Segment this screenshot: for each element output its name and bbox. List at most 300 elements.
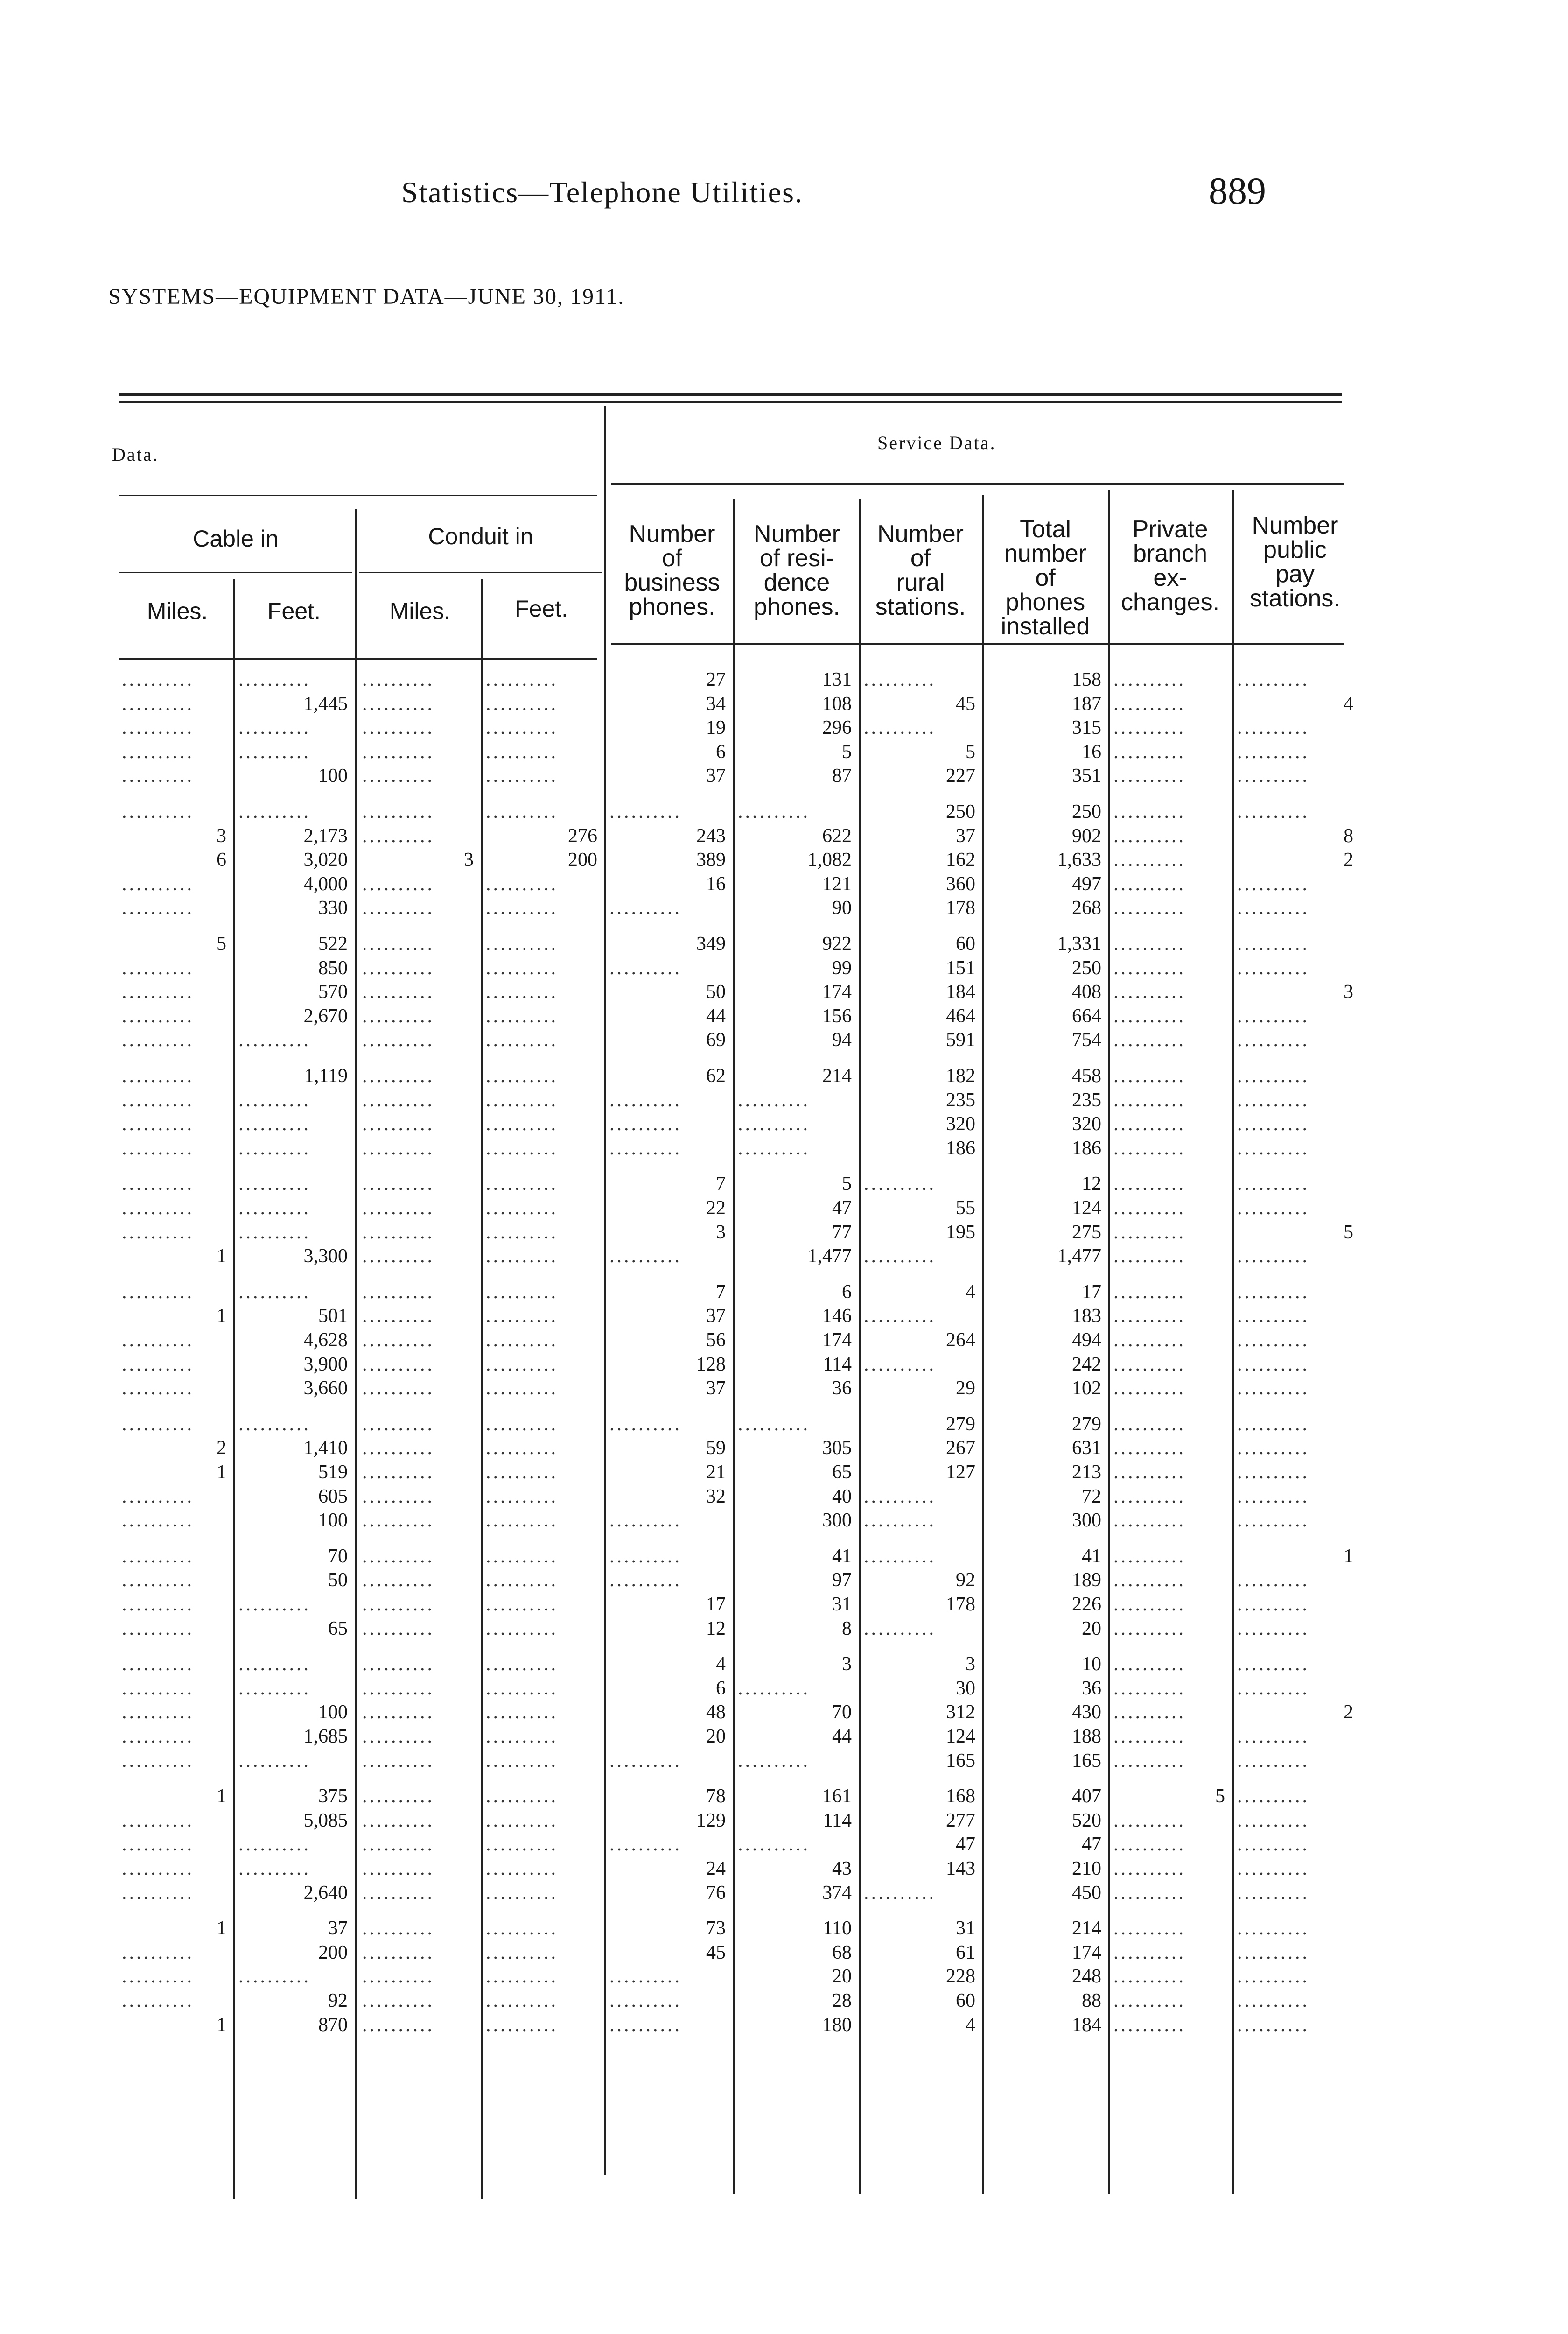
- leader-dots: ..........: [1237, 1329, 1309, 1351]
- table-row: [0, 1112, 1568, 1136]
- leader-dots: ..........: [362, 873, 434, 895]
- cell-rural-stations: 3: [966, 1653, 975, 1675]
- cell-total-phones: 248: [1072, 1966, 1101, 1987]
- header-total-phones: Total number of phones installed: [1001, 516, 1090, 640]
- leader-dots: ..........: [609, 2014, 682, 2036]
- leader-dots: ..........: [1113, 741, 1186, 763]
- cell-residence-phones: 8: [842, 1618, 852, 1639]
- leader-dots: ..........: [1113, 669, 1186, 690]
- cell-total-phones: 10: [1082, 1653, 1101, 1675]
- cell-rural-stations: 31: [956, 1918, 975, 1939]
- cell-rural-stations: 178: [946, 1594, 975, 1615]
- cell-residence-phones: 70: [832, 1701, 852, 1723]
- leader-dots: ..........: [238, 1281, 311, 1303]
- cell-residence-phones: 1,082: [807, 849, 852, 871]
- cell-business-phones: 389: [696, 849, 726, 871]
- leader-dots: ..........: [486, 1222, 558, 1243]
- cell-total-phones: 1,633: [1057, 849, 1101, 871]
- cell-residence-phones: 6: [842, 1281, 852, 1303]
- cell-public-pay: 1: [1344, 1546, 1353, 1567]
- leader-dots: ..........: [486, 1005, 558, 1027]
- leader-dots: ..........: [486, 1810, 558, 1831]
- cell-business-phones: 20: [706, 1726, 726, 1747]
- leader-dots: ..........: [122, 873, 194, 895]
- cell-total-phones: 407: [1072, 1786, 1101, 1807]
- leader-dots: ..........: [486, 1918, 558, 1939]
- cell-rural-stations: 124: [946, 1726, 975, 1747]
- cell-residence-phones: 28: [832, 1990, 852, 2011]
- leader-dots: ..........: [238, 1678, 311, 1699]
- cell-residence-phones: 146: [822, 1305, 852, 1327]
- leader-dots: ..........: [362, 933, 434, 955]
- leader-dots: ..........: [1113, 1005, 1186, 1027]
- leader-dots: ..........: [122, 1222, 194, 1243]
- leader-dots: ..........: [486, 873, 558, 895]
- leader-dots: ..........: [864, 1305, 936, 1327]
- header-conduit-miles: Miles.: [389, 598, 451, 624]
- cell-total-phones: 902: [1072, 825, 1101, 847]
- leader-dots: ..........: [362, 1678, 434, 1699]
- cell-public-pay: 2: [1344, 1701, 1353, 1723]
- cell-cable-miles: 1: [217, 1786, 226, 1807]
- cell-total-phones: 17: [1082, 1281, 1101, 1303]
- leader-dots: ..........: [1113, 897, 1186, 919]
- leader-dots: ..........: [1237, 1462, 1309, 1483]
- table-row: [0, 1749, 1568, 1773]
- cell-business-phones: 16: [706, 873, 726, 895]
- cell-business-phones: 12: [706, 1618, 726, 1639]
- table-row: [0, 1856, 1568, 1881]
- leader-dots: ..........: [122, 1834, 194, 1855]
- leader-dots: ..........: [486, 1858, 558, 1879]
- cell-business-phones: 128: [696, 1354, 726, 1375]
- leader-dots: ..........: [122, 765, 194, 787]
- leader-dots: ..........: [122, 1942, 194, 1963]
- leader-dots: ..........: [1113, 1990, 1186, 2011]
- cell-residence-phones: 40: [832, 1486, 852, 1507]
- leader-dots: ..........: [486, 1486, 558, 1507]
- leader-dots: ..........: [122, 1113, 194, 1135]
- leader-dots: ..........: [1113, 1486, 1186, 1507]
- cell-rural-stations: 195: [946, 1222, 975, 1243]
- leader-dots: ..........: [486, 2014, 558, 2036]
- cell-cable-feet: 3,900: [303, 1354, 348, 1375]
- leader-dots: ..........: [362, 1029, 434, 1051]
- leader-dots: ..........: [1113, 849, 1186, 871]
- leader-dots: ..........: [486, 1882, 558, 1904]
- cell-total-phones: 458: [1072, 1065, 1101, 1087]
- leader-dots: ..........: [122, 1378, 194, 1399]
- cell-total-phones: 351: [1072, 765, 1101, 787]
- section-data-heading: Data.: [112, 444, 159, 465]
- cell-rural-stations: 228: [946, 1966, 975, 1987]
- leader-dots: ..........: [1237, 1942, 1309, 1963]
- cell-total-phones: 184: [1072, 2014, 1101, 2036]
- table-row: [0, 1004, 1568, 1028]
- leader-dots: ..........: [609, 1546, 682, 1567]
- cell-rural-stations: 55: [956, 1197, 975, 1219]
- cell-rural-stations: 182: [946, 1065, 975, 1087]
- conduit-in-group-header: Conduit in: [428, 523, 533, 549]
- leader-dots: ..........: [609, 1245, 682, 1267]
- cell-rural-stations: 92: [956, 1569, 975, 1591]
- leader-dots: ..........: [486, 1090, 558, 1111]
- leader-dots: ..........: [1237, 1197, 1309, 1219]
- leader-dots: ..........: [238, 717, 311, 738]
- leader-dots: ..........: [864, 669, 936, 690]
- table-row: [0, 1460, 1568, 1484]
- leader-dots: ..........: [1113, 1882, 1186, 1904]
- table-row: [0, 1652, 1568, 1676]
- leader-dots: ..........: [122, 1594, 194, 1615]
- table-row: [0, 872, 1568, 896]
- leader-dots: ..........: [122, 693, 194, 715]
- cell-cable-feet: 1,119: [304, 1065, 348, 1087]
- leader-dots: ..........: [1237, 1858, 1309, 1879]
- cell-residence-phones: 1,477: [807, 1245, 852, 1267]
- cell-total-phones: 275: [1072, 1222, 1101, 1243]
- leader-dots: ..........: [362, 1437, 434, 1459]
- leader-dots: ..........: [1113, 1618, 1186, 1639]
- cell-rural-stations: 186: [946, 1138, 975, 1159]
- table-row: [0, 824, 1568, 848]
- cell-cable-feet: 605: [318, 1486, 348, 1507]
- leader-dots: ..........: [122, 1678, 194, 1699]
- leader-dots: ..........: [238, 1197, 311, 1219]
- cell-total-phones: 12: [1082, 1173, 1101, 1195]
- cell-total-phones: 250: [1072, 801, 1101, 823]
- cell-rural-stations: 277: [946, 1810, 975, 1831]
- cell-rural-stations: 143: [946, 1858, 975, 1879]
- leader-dots: ..........: [1237, 1510, 1309, 1531]
- table-row: [0, 1881, 1568, 1905]
- table-row: [0, 1592, 1568, 1617]
- cell-residence-phones: 97: [832, 1569, 852, 1591]
- leader-dots: ..........: [122, 1005, 194, 1027]
- leader-dots: ..........: [486, 717, 558, 738]
- leader-dots: ..........: [486, 1569, 558, 1591]
- leader-dots: ..........: [1237, 669, 1309, 690]
- cell-business-phones: 6: [716, 741, 726, 763]
- table-row: [0, 1940, 1568, 1965]
- leader-dots: ..........: [1113, 957, 1186, 979]
- leader-dots: ..........: [362, 1305, 434, 1327]
- cell-business-phones: 4: [716, 1653, 726, 1675]
- cell-cable-miles: 6: [217, 849, 226, 871]
- leader-dots: ..........: [1237, 1378, 1309, 1399]
- leader-dots: ..........: [1113, 1810, 1186, 1831]
- leader-dots: ..........: [362, 1569, 434, 1591]
- cell-total-phones: 497: [1072, 873, 1101, 895]
- cell-public-pay: 5: [1344, 1222, 1353, 1243]
- leader-dots: ..........: [122, 1882, 194, 1904]
- table-row: [0, 1676, 1568, 1701]
- leader-dots: ..........: [738, 1138, 810, 1159]
- cell-residence-phones: 41: [832, 1546, 852, 1567]
- cell-cable-miles: 1: [217, 1918, 226, 1939]
- leader-dots: ..........: [486, 1437, 558, 1459]
- leader-dots: ..........: [238, 1113, 311, 1135]
- leader-dots: ..........: [1237, 957, 1309, 979]
- cell-conduit-feet: 276: [568, 825, 597, 847]
- leader-dots: ..........: [1113, 1413, 1186, 1435]
- leader-dots: ..........: [1237, 1966, 1309, 1987]
- leader-dots: ..........: [738, 1413, 810, 1435]
- cell-residence-phones: 3: [842, 1653, 852, 1675]
- cell-total-phones: 214: [1072, 1918, 1101, 1939]
- leader-dots: ..........: [486, 1138, 558, 1159]
- leader-dots: ..........: [864, 1173, 936, 1195]
- leader-dots: ..........: [1237, 1786, 1309, 1807]
- cell-total-phones: 188: [1072, 1726, 1101, 1747]
- leader-dots: ..........: [609, 1510, 682, 1531]
- cell-business-phones: 59: [706, 1437, 726, 1459]
- leader-dots: ..........: [1237, 933, 1309, 955]
- leader-dots: ..........: [122, 1569, 194, 1591]
- table-row: [0, 1544, 1568, 1568]
- leader-dots: ..........: [486, 1113, 558, 1135]
- leader-dots: ..........: [362, 1090, 434, 1111]
- leader-dots: ..........: [362, 1810, 434, 1831]
- table-row: [0, 1412, 1568, 1436]
- cell-total-phones: 631: [1072, 1437, 1101, 1459]
- leader-dots: ..........: [1237, 1281, 1309, 1303]
- cell-business-phones: 3: [716, 1222, 726, 1243]
- leader-dots: ..........: [362, 1990, 434, 2011]
- leader-dots: ..........: [486, 1546, 558, 1567]
- leader-dots: ..........: [1237, 801, 1309, 823]
- cell-rural-stations: 151: [946, 957, 975, 979]
- cell-cable-miles: 2: [217, 1437, 226, 1459]
- leader-dots: ..........: [122, 1653, 194, 1675]
- cell-business-phones: 48: [706, 1701, 726, 1723]
- cell-total-phones: 268: [1072, 897, 1101, 919]
- running-title: Statistics—Telephone Utilities.: [401, 176, 803, 209]
- leader-dots: ..........: [1113, 1437, 1186, 1459]
- cell-cable-feet: 100: [318, 1701, 348, 1723]
- leader-dots: ..........: [362, 1245, 434, 1267]
- cell-business-phones: 50: [706, 981, 726, 1003]
- leader-dots: ..........: [238, 669, 311, 690]
- leader-dots: ..........: [1113, 1834, 1186, 1855]
- cell-business-phones: 76: [706, 1882, 726, 1904]
- leader-dots: ..........: [486, 1462, 558, 1483]
- leader-dots: ..........: [1237, 1113, 1309, 1135]
- leader-dots: ..........: [1237, 1173, 1309, 1195]
- cell-cable-feet: 2,640: [303, 1882, 348, 1904]
- cell-cable-feet: 2,670: [303, 1005, 348, 1027]
- table-row: [0, 800, 1568, 824]
- leader-dots: ..........: [362, 1378, 434, 1399]
- cell-total-phones: 315: [1072, 717, 1101, 738]
- leader-dots: ..........: [122, 669, 194, 690]
- cell-business-phones: 349: [696, 933, 726, 955]
- leader-dots: ..........: [122, 1173, 194, 1195]
- cell-total-phones: 102: [1072, 1378, 1101, 1399]
- cell-residence-phones: 36: [832, 1378, 852, 1399]
- leader-dots: ..........: [1113, 1750, 1186, 1772]
- cable-in-group-header: Cable in: [193, 526, 279, 552]
- cell-total-phones: 88: [1082, 1990, 1101, 2011]
- leader-dots: ..........: [1113, 873, 1186, 895]
- leader-dots: ..........: [1113, 765, 1186, 787]
- leader-dots: ..........: [1113, 1678, 1186, 1699]
- table-row: [0, 1700, 1568, 1724]
- leader-dots: ..........: [362, 1618, 434, 1639]
- table-row: [0, 1172, 1568, 1196]
- table-row: [0, 1568, 1568, 1592]
- leader-dots: ..........: [122, 1329, 194, 1351]
- leader-dots: ..........: [362, 897, 434, 919]
- leader-dots: ..........: [486, 1029, 558, 1051]
- cell-cable-feet: 1,685: [303, 1726, 348, 1747]
- leader-dots: ..........: [362, 1138, 434, 1159]
- leader-dots: ..........: [486, 1678, 558, 1699]
- cell-residence-phones: 121: [822, 873, 852, 895]
- cell-total-phones: 226: [1072, 1594, 1101, 1615]
- leader-dots: ..........: [122, 1810, 194, 1831]
- leader-dots: ..........: [362, 693, 434, 715]
- leader-dots: ..........: [362, 1834, 434, 1855]
- cell-rural-stations: 320: [946, 1113, 975, 1135]
- cell-cable-miles: 1: [217, 1245, 226, 1267]
- cell-cable-feet: 4,628: [303, 1329, 348, 1351]
- cell-business-phones: 243: [696, 825, 726, 847]
- leader-dots: ..........: [122, 1858, 194, 1879]
- cell-residence-phones: 622: [822, 825, 852, 847]
- leader-dots: ..........: [609, 801, 682, 823]
- table-row: [0, 764, 1568, 788]
- leader-dots: ..........: [1113, 1726, 1186, 1747]
- leader-dots: ..........: [1113, 1354, 1186, 1375]
- table-row: [0, 1617, 1568, 1641]
- cell-residence-phones: 300: [822, 1510, 852, 1531]
- leader-dots: ..........: [609, 957, 682, 979]
- leader-dots: ..........: [122, 1354, 194, 1375]
- header-residence-phones: Number of resi- dence phones.: [753, 520, 840, 620]
- leader-dots: ..........: [486, 669, 558, 690]
- table-row: [0, 896, 1568, 920]
- leader-dots: ..........: [362, 1065, 434, 1087]
- leader-dots: ..........: [122, 741, 194, 763]
- leader-dots: ..........: [486, 1701, 558, 1723]
- table-row: [0, 980, 1568, 1004]
- cell-total-phones: 408: [1072, 981, 1101, 1003]
- cell-total-phones: 174: [1072, 1942, 1101, 1963]
- leader-dots: ..........: [1237, 1029, 1309, 1051]
- table-row: [0, 1028, 1568, 1052]
- cell-total-phones: 41: [1082, 1546, 1101, 1567]
- leader-dots: ..........: [609, 1750, 682, 1772]
- cell-rural-stations: 4: [966, 1281, 975, 1303]
- cell-cable-miles: 1: [217, 1305, 226, 1327]
- cell-cable-feet: 870: [318, 2014, 348, 2036]
- leader-dots: ..........: [122, 1065, 194, 1087]
- leader-dots: ..........: [486, 1245, 558, 1267]
- cell-rural-stations: 29: [956, 1378, 975, 1399]
- table-row: [0, 1220, 1568, 1244]
- leader-dots: ..........: [1237, 1882, 1309, 1904]
- leader-dots: ..........: [238, 1413, 311, 1435]
- leader-dots: ..........: [362, 1173, 434, 1195]
- cell-business-phones: 27: [706, 669, 726, 690]
- table-row: [0, 668, 1568, 692]
- leader-dots: ..........: [486, 1834, 558, 1855]
- leader-dots: ..........: [362, 981, 434, 1003]
- leader-dots: ..........: [1113, 1653, 1186, 1675]
- leader-dots: ..........: [362, 825, 434, 847]
- table-row: [0, 1808, 1568, 1833]
- cell-business-phones: 6: [716, 1678, 726, 1699]
- cell-total-phones: 235: [1072, 1090, 1101, 1111]
- cell-residence-phones: 90: [832, 897, 852, 919]
- leader-dots: ..........: [1113, 825, 1186, 847]
- leader-dots: ..........: [238, 1966, 311, 1987]
- leader-dots: ..........: [362, 765, 434, 787]
- leader-dots: ..........: [122, 1990, 194, 2011]
- table-row: [0, 1196, 1568, 1220]
- leader-dots: ..........: [362, 1918, 434, 1939]
- leader-dots: ..........: [864, 717, 936, 738]
- leader-dots: ..........: [122, 1138, 194, 1159]
- table-row: [0, 1304, 1568, 1328]
- leader-dots: ..........: [362, 1486, 434, 1507]
- leader-dots: ..........: [609, 1569, 682, 1591]
- leader-dots: ..........: [486, 1966, 558, 1987]
- cell-total-phones: 450: [1072, 1882, 1101, 1904]
- header-cable-miles: Miles.: [147, 598, 208, 624]
- cell-rural-stations: 178: [946, 897, 975, 919]
- leader-dots: ..........: [238, 1222, 311, 1243]
- leader-dots: ..........: [1113, 1569, 1186, 1591]
- leader-dots: ..........: [1237, 1918, 1309, 1939]
- cell-residence-phones: 174: [822, 1329, 852, 1351]
- leader-dots: ..........: [362, 801, 434, 823]
- cell-conduit-feet: 200: [568, 849, 597, 871]
- leader-dots: ..........: [122, 1090, 194, 1111]
- leader-dots: ..........: [1113, 1197, 1186, 1219]
- cell-business-phones: 37: [706, 1378, 726, 1399]
- leader-dots: ..........: [122, 1029, 194, 1051]
- table-row: [0, 1064, 1568, 1088]
- leader-dots: ..........: [1113, 1090, 1186, 1111]
- leader-dots: ..........: [609, 897, 682, 919]
- leader-dots: ..........: [1113, 717, 1186, 738]
- leader-dots: ..........: [1113, 1281, 1186, 1303]
- leader-dots: ..........: [486, 957, 558, 979]
- cell-cable-feet: 850: [318, 957, 348, 979]
- cell-rural-stations: 30: [956, 1678, 975, 1699]
- cell-residence-phones: 94: [832, 1029, 852, 1051]
- leader-dots: ..........: [609, 1090, 682, 1111]
- leader-dots: ..........: [1113, 2014, 1186, 2036]
- cell-total-phones: 187: [1072, 693, 1101, 715]
- cell-business-phones: 17: [706, 1594, 726, 1615]
- leader-dots: ..........: [1237, 1653, 1309, 1675]
- table-row: [0, 848, 1568, 872]
- cell-cable-feet: 570: [318, 981, 348, 1003]
- cell-residence-phones: 87: [832, 765, 852, 787]
- cell-total-phones: 47: [1082, 1834, 1101, 1855]
- cell-total-phones: 213: [1072, 1462, 1101, 1483]
- cell-cable-feet: 375: [318, 1786, 348, 1807]
- leader-dots: ..........: [1113, 1138, 1186, 1159]
- cell-residence-phones: 110: [823, 1918, 852, 1939]
- cell-business-phones: 78: [706, 1786, 726, 1807]
- leader-dots: ..........: [1237, 1413, 1309, 1435]
- cell-total-phones: 210: [1072, 1858, 1101, 1879]
- cell-residence-phones: 305: [822, 1437, 852, 1459]
